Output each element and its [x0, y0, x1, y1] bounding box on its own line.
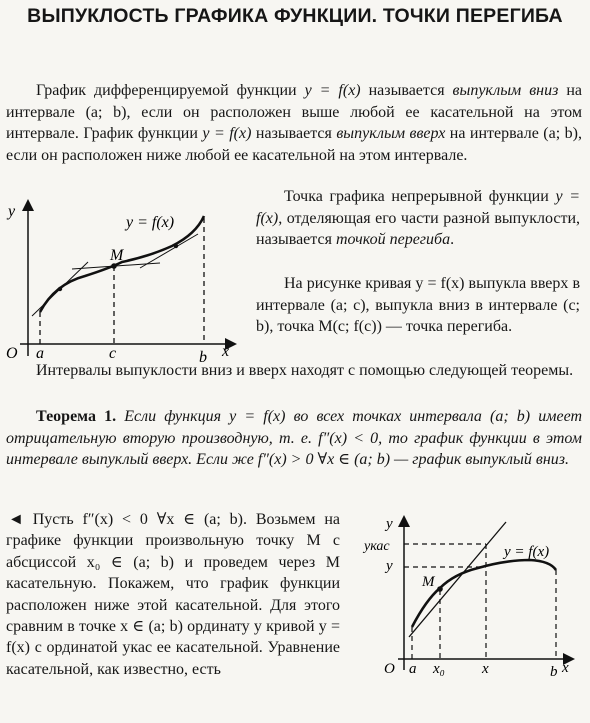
a-label: a [36, 345, 44, 362]
theorem-text: Если функция y = f(x) во всех точках интервала (a; b) имеет отрицательную вторую производную, т. е. f″(x) < 0, то график функции в этом интервале выпуклый вверх. Если же f″(x) > 0 ∀x ∈ (a; b) — график выпуклый вниз. [6, 408, 583, 469]
tangent-point-1 [58, 287, 62, 291]
origin-label: O [6, 345, 18, 362]
tangent-right [140, 234, 198, 268]
inflection-text-3: . [450, 231, 455, 249]
formula-fx: y = f(x) [202, 125, 252, 143]
formula-fx: y = f(x) [304, 82, 361, 99]
term-inflection-point: точкой перегиба [335, 231, 451, 249]
figure-tangent-comparison [354, 512, 580, 682]
x-axis-label: x [562, 660, 569, 676]
inflection-definition [256, 186, 580, 251]
y-axis-label: y [386, 516, 393, 532]
curve-label: y = f(x) [504, 544, 550, 560]
intro-text-2: называется [360, 82, 453, 99]
intro-paragraph [6, 80, 582, 166]
intro-text-4: называется [251, 125, 337, 143]
origin-label: O [384, 661, 395, 677]
figure-inflection [0, 196, 250, 368]
point-m-label: M [422, 574, 435, 590]
term-convex-down: выпуклым вниз [452, 82, 559, 99]
x-label: x [482, 661, 489, 677]
inflection-text-1: Точка графика непрерывной функции [284, 188, 556, 205]
b-label: b [550, 664, 558, 680]
formula-fx: y = f(x) [256, 188, 580, 227]
theorem-label: Теорема 1. [36, 408, 117, 425]
intro-text-3: на интервале (a; b), если он расположен выше любой ее касательной на этом интервале. График функции [6, 82, 583, 143]
a-label: a [409, 661, 417, 677]
intervals-paragraph: Интервалы выпуклости вниз и вверх находят с помощью следующей теоремы. [36, 362, 574, 379]
page-title: ВЫПУКЛОСТЬ ГРАФИКА ФУНКЦИИ. ТОЧКИ ПЕРЕГИБА [27, 5, 563, 27]
b-label: b [199, 349, 207, 366]
point-m-label: M [110, 247, 124, 264]
y-axis-label: y [8, 203, 16, 220]
point-m [437, 586, 443, 592]
c-label: c [109, 345, 117, 362]
intro-text-1: График дифференцируемой функции [36, 82, 305, 99]
figure-explanation: На рисунке кривая y = f(x) выпукла вверх в интервале (a; c), выпукла вниз в интервале (c; b), точка M(c; f(c)) — точка перегиба. [256, 275, 580, 336]
theorem-1 [6, 406, 582, 471]
curve [40, 216, 204, 312]
ykas-label: yкас [364, 539, 390, 554]
term-convex-up: выпуклым вверх [336, 125, 446, 143]
curve-label: y = f(x) [126, 214, 175, 231]
intro-text-5: на интервале (a; b), если он расположен ниже любой ее касательной на этом интервале. [6, 125, 582, 164]
x-axis-label: x [222, 343, 230, 360]
proof-paragraph [6, 509, 340, 680]
y-value-label: y [386, 558, 393, 574]
point-m [111, 263, 117, 269]
curve [412, 560, 556, 627]
tangent-point-2 [174, 244, 178, 248]
proof-start-marker: ◄ [8, 511, 24, 528]
proof-text: Пусть f″(x) < 0 ∀x ∈ (a; b). Возьмем на графике функции произвольную точку M с абсциссой x₀ ∈ (a; b) и проведем через M касательную. Покажем, что график функции расположен ниже этой касательной. Для этого сравним в точке x ∈ (a; b) ординату y кривой y = f(x) с ординатой yкас ее касательной. Уравнение касательной, как известно, есть [6, 511, 341, 678]
inflection-text-2: , отделяющая его части разной выпуклости, называется [256, 209, 580, 249]
x0-label: x₀ [433, 661, 445, 677]
